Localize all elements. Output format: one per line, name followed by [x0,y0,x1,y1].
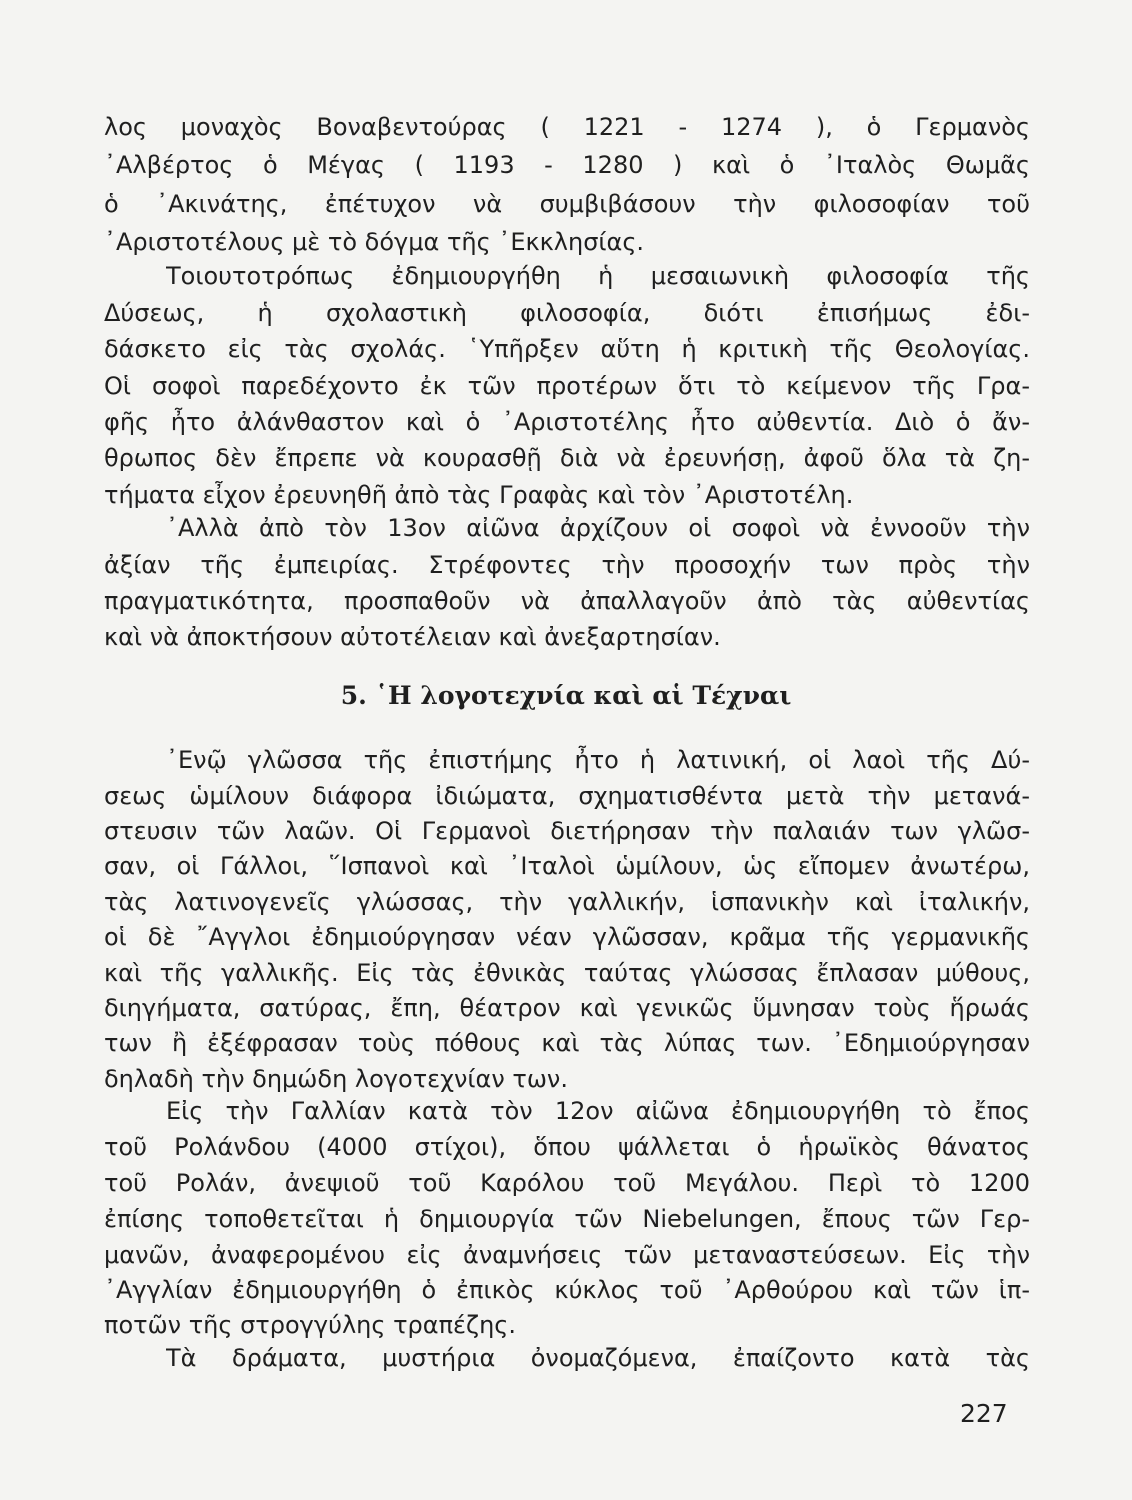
text-line: ᾿Ενῷ γλῶσσα τῆς ἐπιστήμης ἦτο ἡ λατινική, οἱ λαοὶ τῆς Δύ- [166,746,1030,774]
text-line: οἱ δὲ ῎Αγγλοι ἐδημιούργησαν νέαν γλῶσσαν, κρᾶμα τῆς γερμανικῆς [104,923,1030,951]
text-line: στευσιν τῶν λαῶν. Οἱ Γερμανοὶ διετήρησαν τὴν παλαιάν των γλῶσ- [104,817,1030,845]
text-line: των ἢ ἐξέφρασαν τοὺς πόθους καὶ τὰς λύπας των. ᾿Εδημιούργησαν [104,1029,1030,1057]
text-line: τήματα εἶχον ἐρευνηθῆ ἀπὸ τὰς Γραφὰς καὶ τὸν ᾿Αριστοτέλη. [104,481,854,509]
text-line: ἐπίσης τοποθετεῖται ἡ δημιουργία τῶν Niebelungen, ἔπους τῶν Γερ- [104,1205,1030,1233]
text-line: ὁ ᾿Ακινάτης, ἐπέτυχον νὰ συμβιβάσουν τὴν φιλοσοφίαν τοῦ [104,190,1030,218]
text-line: ποτῶν τῆς στρογγύλης τραπέζης. [104,1311,516,1339]
text-line: σεως ὡμίλουν διάφορα ἰδιώματα, σχηματισθέντα μετὰ τὴν μετανά- [104,782,1030,810]
text-line: λος μοναχὸς Βοναβεντούρας ( 1221 - 1274 ), ὁ Γερμανὸς [104,113,1030,141]
page-number: 227 [960,1399,1008,1428]
text-line: μανῶν, ἀναφερομένου εἰς ἀναμνήσεις τῶν μεταναστεύσεων. Εἰς τὴν [104,1241,1030,1269]
text-line: δάσκετο εἰς τὰς σχολάς. ῾Υπῆρξεν αὕτη ἡ κριτικὴ τῆς Θεολογίας. [104,335,1030,363]
text-line: διηγήματα, σατύρας, ἔπη, θέατρον καὶ γενικῶς ὕμνησαν τοὺς ἥρωάς [104,994,1030,1022]
text-line: τὰς λατινογενεῖς γλώσσας, τὴν γαλλικήν, ἱσπανικὴν καὶ ἰταλικήν, [104,888,1030,916]
text-line: Τοιουτοτρόπως ἐδημιουργήθη ἡ μεσαιωνικὴ φιλοσοφία τῆς [166,262,1030,290]
text-line: δηλαδὴ τὴν δημώδη λογοτεχνίαν των. [104,1065,568,1093]
text-line: ᾿Αλβέρτος ὁ Μέγας ( 1193 - 1280 ) καὶ ὁ ᾿Ιταλὸς Θωμᾶς [104,151,1030,179]
text-line: Εἰς τὴν Γαλλίαν κατὰ τὸν 12ον αἰῶνα ἐδημιουργήθη τὸ ἔπος [166,1097,1030,1125]
text-line: θρωπος δὲν ἔπρεπε νὰ κουρασθῇ διὰ νὰ ἐρευνήσῃ, ἀφοῦ ὅλα τὰ ζη- [104,444,1030,472]
text-line: ᾿Αλλὰ ἀπὸ τὸν 13ον αἰῶνα ἀρχίζουν οἱ σοφοὶ νὰ ἐννοοῦν τὴν [166,514,1030,542]
text-line: καὶ τῆς γαλλικῆς. Εἰς τὰς ἐθνικὰς ταύτας γλώσσας ἔπλασαν μύθους, [104,959,1030,987]
text-line: καὶ νὰ ἀποκτήσουν αὐτοτέλειαν καὶ ἀνεξαρτησίαν. [104,623,721,651]
text-line: Δύσεως, ἡ σχολαστικὴ φιλοσοφία, διότι ἐπισήμως ἐδι- [104,299,1030,327]
text-line: φῆς ἦτο ἀλάνθαστον καὶ ὁ ᾿Αριστοτέλης ἦτο αὐθεντία. Διὸ ὁ ἄν- [104,408,1030,436]
text-line: ἀξίαν τῆς ἐμπειρίας. Στρέφοντες τὴν προσοχήν των πρὸς τὴν [104,551,1030,579]
text-line: ᾿Αριστοτέλους μὲ τὸ δόγμα τῆς ᾿Εκκλησίας. [104,228,645,256]
section-heading: 5. ῾Η λογοτεχνία καὶ αἱ Τέχναι [340,681,792,710]
text-line: τοῦ Ρολάν, ἀνεψιοῦ τοῦ Καρόλου τοῦ Μεγάλου. Περὶ τὸ 1200 [104,1169,1030,1197]
text-line: σαν, οἱ Γάλλοι, ῞Ισπανοὶ καὶ ᾿Ιταλοὶ ὡμίλουν, ὡς εἴπομεν ἀνωτέρω, [104,852,1030,880]
text-line: τοῦ Ρολάνδου (4000 στίχοι), ὅπου ψάλλεται ὁ ἡρωϊκὸς θάνατος [104,1133,1030,1161]
text-line: Τὰ δράματα, μυστήρια ὀνομαζόμενα, ἐπαίζοντο κατὰ τὰς [166,1344,1030,1372]
text-line: πραγματικότητα, προσπαθοῦν νὰ ἀπαλλαγοῦν ἀπὸ τὰς αὐθεντίας [104,587,1030,615]
text-line: ᾿Αγγλίαν ἐδημιουργήθη ὁ ἐπικὸς κύκλος τοῦ ᾿Αρθούρου καὶ τῶν ἱπ- [104,1276,1030,1304]
text-line: Οἱ σοφοὶ παρεδέχοντο ἐκ τῶν προτέρων ὅτι τὸ κείμενον τῆς Γρα- [104,372,1030,400]
